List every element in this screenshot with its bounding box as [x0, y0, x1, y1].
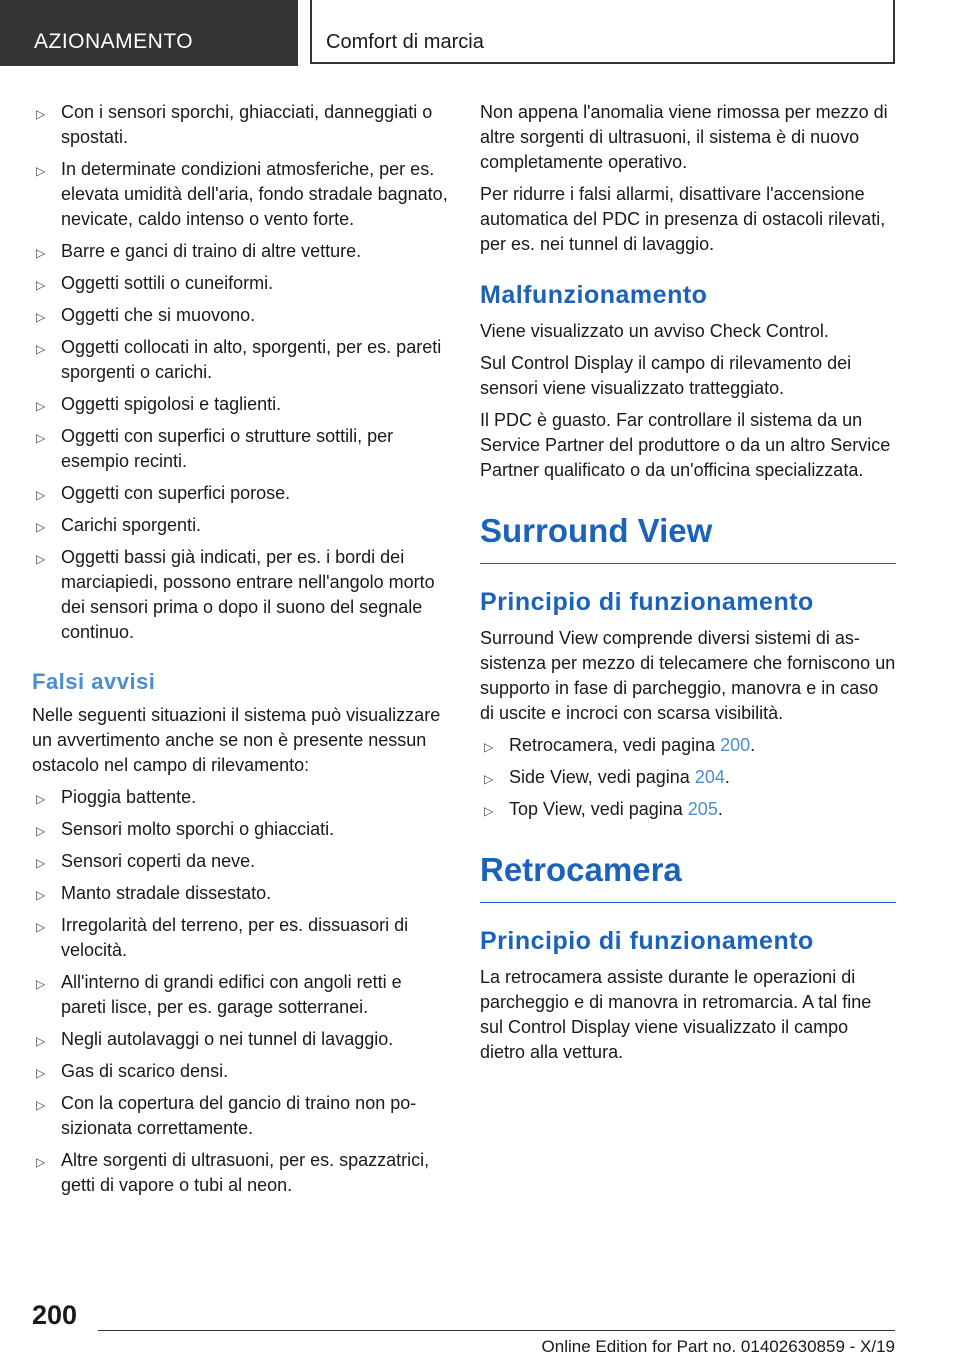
- left-column: [32, 100, 450, 1205]
- list-item-text: Sensori coperti da neve.: [61, 851, 256, 871]
- triangle-bullet-icon: ▷: [36, 399, 46, 413]
- triangle-bullet-icon: ▷: [36, 552, 46, 566]
- malfunction-heading: Malfunzionamento: [480, 281, 708, 309]
- surround-view-heading: Surround View: [480, 511, 896, 564]
- false-alarm-paragraph: Per ridurre i falsi allarmi, disattivare l'accensione automatica del PDC in presenza di ostacoli rilevati, per es. nei tunnel di lavaggio.: [480, 184, 886, 254]
- falsi-avvisi-heading: Falsi avvisi: [32, 669, 156, 694]
- list-item-text: In determinate condizioni atmosferiche, per es. elevata umidità dell'aria, fondo stradale bagnato, nevicate, caldo intenso o vento forte.: [61, 159, 448, 229]
- list-item-text: Top View, vedi pagina: [509, 799, 688, 819]
- malfunction-p3: Il PDC è guasto. Far controllare il sistema da un Service Partner del produttore o da un altro Service Partner qualificato o da un'officina specializzata.: [480, 410, 891, 480]
- list-item-text: Pioggia battente.: [61, 787, 197, 807]
- list-item: [32, 157, 450, 232]
- list-item: [32, 1059, 450, 1084]
- list-item: [32, 1148, 450, 1198]
- list-item-text: Oggetti con superfici porose.: [61, 483, 291, 503]
- list-item: [32, 785, 450, 810]
- triangle-bullet-icon: ▷: [484, 804, 494, 818]
- list-item-text: Oggetti con superfici o strutture sottili, per esempio recinti.: [61, 426, 394, 471]
- list-item-text: Con la copertura del gancio di traino non posizionata correttamente.: [61, 1093, 417, 1138]
- page-number: 200: [32, 1300, 78, 1330]
- list-item: [32, 817, 450, 842]
- list-item-text: Oggetti che si muovono.: [61, 305, 256, 325]
- retrocamera-principle-heading: Principio di funzionamento: [480, 927, 814, 955]
- list-item-end: .: [724, 767, 730, 787]
- surround-view-list: [480, 733, 896, 822]
- page-reference-link[interactable]: 200: [720, 735, 751, 755]
- falsi-avvisi-intro: Nelle seguenti situazioni il sistema può visualizzare un avvertimento anche se non è presente nessun ostacolo nel campo di rilevamento:: [32, 705, 441, 775]
- list-item-text: Con i sensori sporchi, ghiacciati, danneggiati o spostati.: [61, 102, 433, 147]
- limits-list: [32, 100, 450, 645]
- triangle-bullet-icon: ▷: [484, 740, 494, 754]
- list-item: [32, 335, 450, 385]
- surround-view-principle-heading: Principio di funzionamento: [480, 588, 814, 616]
- list-item: [480, 733, 896, 758]
- list-item-text: Altre sorgenti di ultrasuoni, per es. spazzatrici, getti di vapore o tubi al neon.: [61, 1150, 430, 1195]
- list-item-text: Retrocamera, vedi pagina: [509, 735, 721, 755]
- triangle-bullet-icon: ▷: [36, 1098, 46, 1112]
- triangle-bullet-icon: ▷: [36, 1155, 46, 1169]
- list-item: [32, 545, 450, 645]
- list-item-text: Barre e ganci di traino di altre vetture.: [61, 241, 362, 261]
- triangle-bullet-icon: ▷: [36, 1034, 46, 1048]
- page-reference-link[interactable]: 205: [687, 799, 718, 819]
- triangle-bullet-icon: ▷: [36, 977, 46, 991]
- list-item: [32, 849, 450, 874]
- right-column: [480, 100, 896, 1072]
- list-item-end: .: [717, 799, 723, 819]
- list-item-text: Oggetti bassi già indicati, per es. i bordi dei marciapiedi, possono entrare nell'angolo morto dei sensori prima o dopo il suono del segnale continuo.: [61, 547, 435, 642]
- triangle-bullet-icon: ▷: [36, 520, 46, 534]
- list-item: [32, 1091, 450, 1141]
- chapter-title: Comfort di marcia: [310, 0, 895, 64]
- list-item-text: Oggetti spigolosi e taglienti.: [61, 394, 282, 414]
- list-item-text: All'interno di grandi edifici con angoli retti e pareti lisce, per es. garage sotterranei.: [61, 972, 402, 1017]
- list-item: [32, 271, 450, 296]
- triangle-bullet-icon: ▷: [36, 824, 46, 838]
- triangle-bullet-icon: ▷: [36, 342, 46, 356]
- retrocamera-paragraph: La retrocamera assiste durante le operazioni di parcheggio e di manovra in retromarcia. A tal fine sul Control Display viene visualizzato il campo dietro alla vettura.: [480, 967, 872, 1062]
- triangle-bullet-icon: ▷: [36, 1066, 46, 1080]
- list-item-text: Irregolarità del terreno, per es. dissuasori di velocità.: [61, 915, 409, 960]
- list-item: [32, 303, 450, 328]
- list-item: [32, 239, 450, 264]
- list-item: [32, 481, 450, 506]
- malfunction-p1: Viene visualizzato un avviso Check Control.: [480, 321, 829, 341]
- page-header: [0, 0, 960, 66]
- surround-view-paragraph: Surround View comprende diversi sistemi di assistenza per mezzo di telecamere che forniscono un supporto in fase di parcheggio, manovra e in caso di uscite e incroci con scarsa visibilità.: [480, 628, 896, 723]
- list-item: [32, 392, 450, 417]
- triangle-bullet-icon: ▷: [36, 792, 46, 806]
- triangle-bullet-icon: ▷: [36, 888, 46, 902]
- list-item-text: Negli autolavaggi o nei tunnel di lavaggio.: [61, 1029, 394, 1049]
- list-item: [32, 513, 450, 538]
- list-item-text: Side View, vedi pagina: [509, 767, 695, 787]
- footer-divider: [98, 1330, 895, 1331]
- triangle-bullet-icon: ▷: [36, 856, 46, 870]
- list-item: [32, 913, 450, 963]
- footer-edition: Online Edition for Part no. 01402630859 - X/19: [541, 1337, 895, 1356]
- page-reference-link[interactable]: 204: [694, 767, 725, 787]
- list-item: [480, 797, 896, 822]
- false-alarm-list: [32, 785, 450, 1198]
- triangle-bullet-icon: ▷: [36, 278, 46, 292]
- list-item: [32, 970, 450, 1020]
- list-item: [32, 100, 450, 150]
- retrocamera-heading: Retrocamera: [480, 850, 896, 903]
- triangle-bullet-icon: ▷: [36, 488, 46, 502]
- list-item-text: Sensori molto sporchi o ghiacciati.: [61, 819, 335, 839]
- list-item: [32, 1027, 450, 1052]
- triangle-bullet-icon: ▷: [36, 920, 46, 934]
- triangle-bullet-icon: ▷: [36, 246, 46, 260]
- triangle-bullet-icon: ▷: [36, 431, 46, 445]
- triangle-bullet-icon: ▷: [36, 164, 46, 178]
- list-item: [480, 765, 896, 790]
- list-item-text: Oggetti sottili o cuneiformi.: [61, 273, 274, 293]
- triangle-bullet-icon: ▷: [36, 310, 46, 324]
- list-item-end: .: [750, 735, 756, 755]
- list-item: [32, 881, 450, 906]
- ultrasound-paragraph: Non appena l'anomalia viene rimossa per mezzo di altre sorgenti di ultrasuoni, il sistema è di nuovo completamente operativo.: [480, 102, 888, 172]
- list-item-text: Gas di scarico densi.: [61, 1061, 229, 1081]
- list-item-text: Oggetti collocati in alto, sporgenti, per es. pareti sporgenti o carichi.: [61, 337, 442, 382]
- list-item-text: Carichi sporgenti.: [61, 515, 202, 535]
- list-item-text: Manto stradale dissestato.: [61, 883, 272, 903]
- triangle-bullet-icon: ▷: [484, 772, 494, 786]
- list-item: [32, 424, 450, 474]
- malfunction-p2: Sul Control Display il campo di rilevamento dei sensori viene visualizzato tratteggiato.: [480, 353, 852, 398]
- section-tab: AZIONAMENTO: [0, 0, 298, 66]
- triangle-bullet-icon: ▷: [36, 107, 46, 121]
